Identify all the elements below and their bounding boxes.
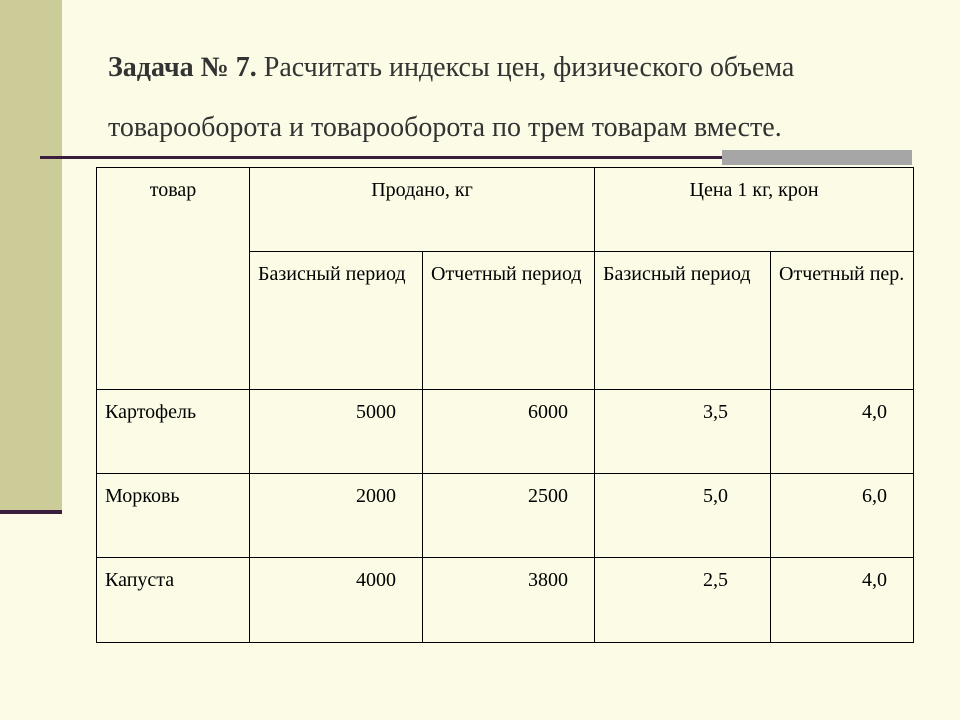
table-row	[97, 474, 914, 558]
header-price-report: Отчетный пер.	[771, 252, 914, 390]
sold-report-value: 6000	[423, 390, 595, 474]
header-sold-base: Базисный период	[250, 252, 423, 390]
product-name: Морковь	[97, 474, 250, 558]
sold-report-value: 3800	[423, 558, 595, 643]
price-report-value: 6,0	[771, 474, 914, 558]
price-base-value: 3,5	[595, 390, 771, 474]
sold-base-value: 2000	[250, 474, 423, 558]
table-row	[97, 390, 914, 474]
sold-report-value: 2500	[423, 474, 595, 558]
header-price-base: Базисный период	[595, 252, 771, 390]
price-report-value: 4,0	[771, 558, 914, 643]
header-price: Цена 1 кг, крон	[595, 168, 914, 252]
task-label: Задача № 7.	[108, 52, 257, 83]
table-row	[97, 558, 914, 643]
product-name: Капуста	[97, 558, 250, 643]
product-name: Картофель	[97, 390, 250, 474]
slide-title	[108, 38, 928, 158]
table-header-row	[97, 168, 914, 252]
header-sold-report: Отчетный период	[423, 252, 595, 390]
sales-price-table	[96, 167, 914, 643]
decorative-grey-block	[722, 150, 912, 165]
price-report-value: 4,0	[771, 390, 914, 474]
header-product: товар	[97, 168, 250, 390]
header-sold: Продано, кг	[250, 168, 595, 252]
sold-base-value: 4000	[250, 558, 423, 643]
task-text: Расчитать индексы цен, физического объема товарооборота и товарооборота по трем товарам вместе.	[108, 52, 795, 143]
price-base-value: 5,0	[595, 474, 771, 558]
sold-base-value: 5000	[250, 390, 423, 474]
decorative-side-bar	[0, 0, 62, 512]
price-base-value: 2,5	[595, 558, 771, 643]
side-bar-divider	[0, 510, 62, 514]
